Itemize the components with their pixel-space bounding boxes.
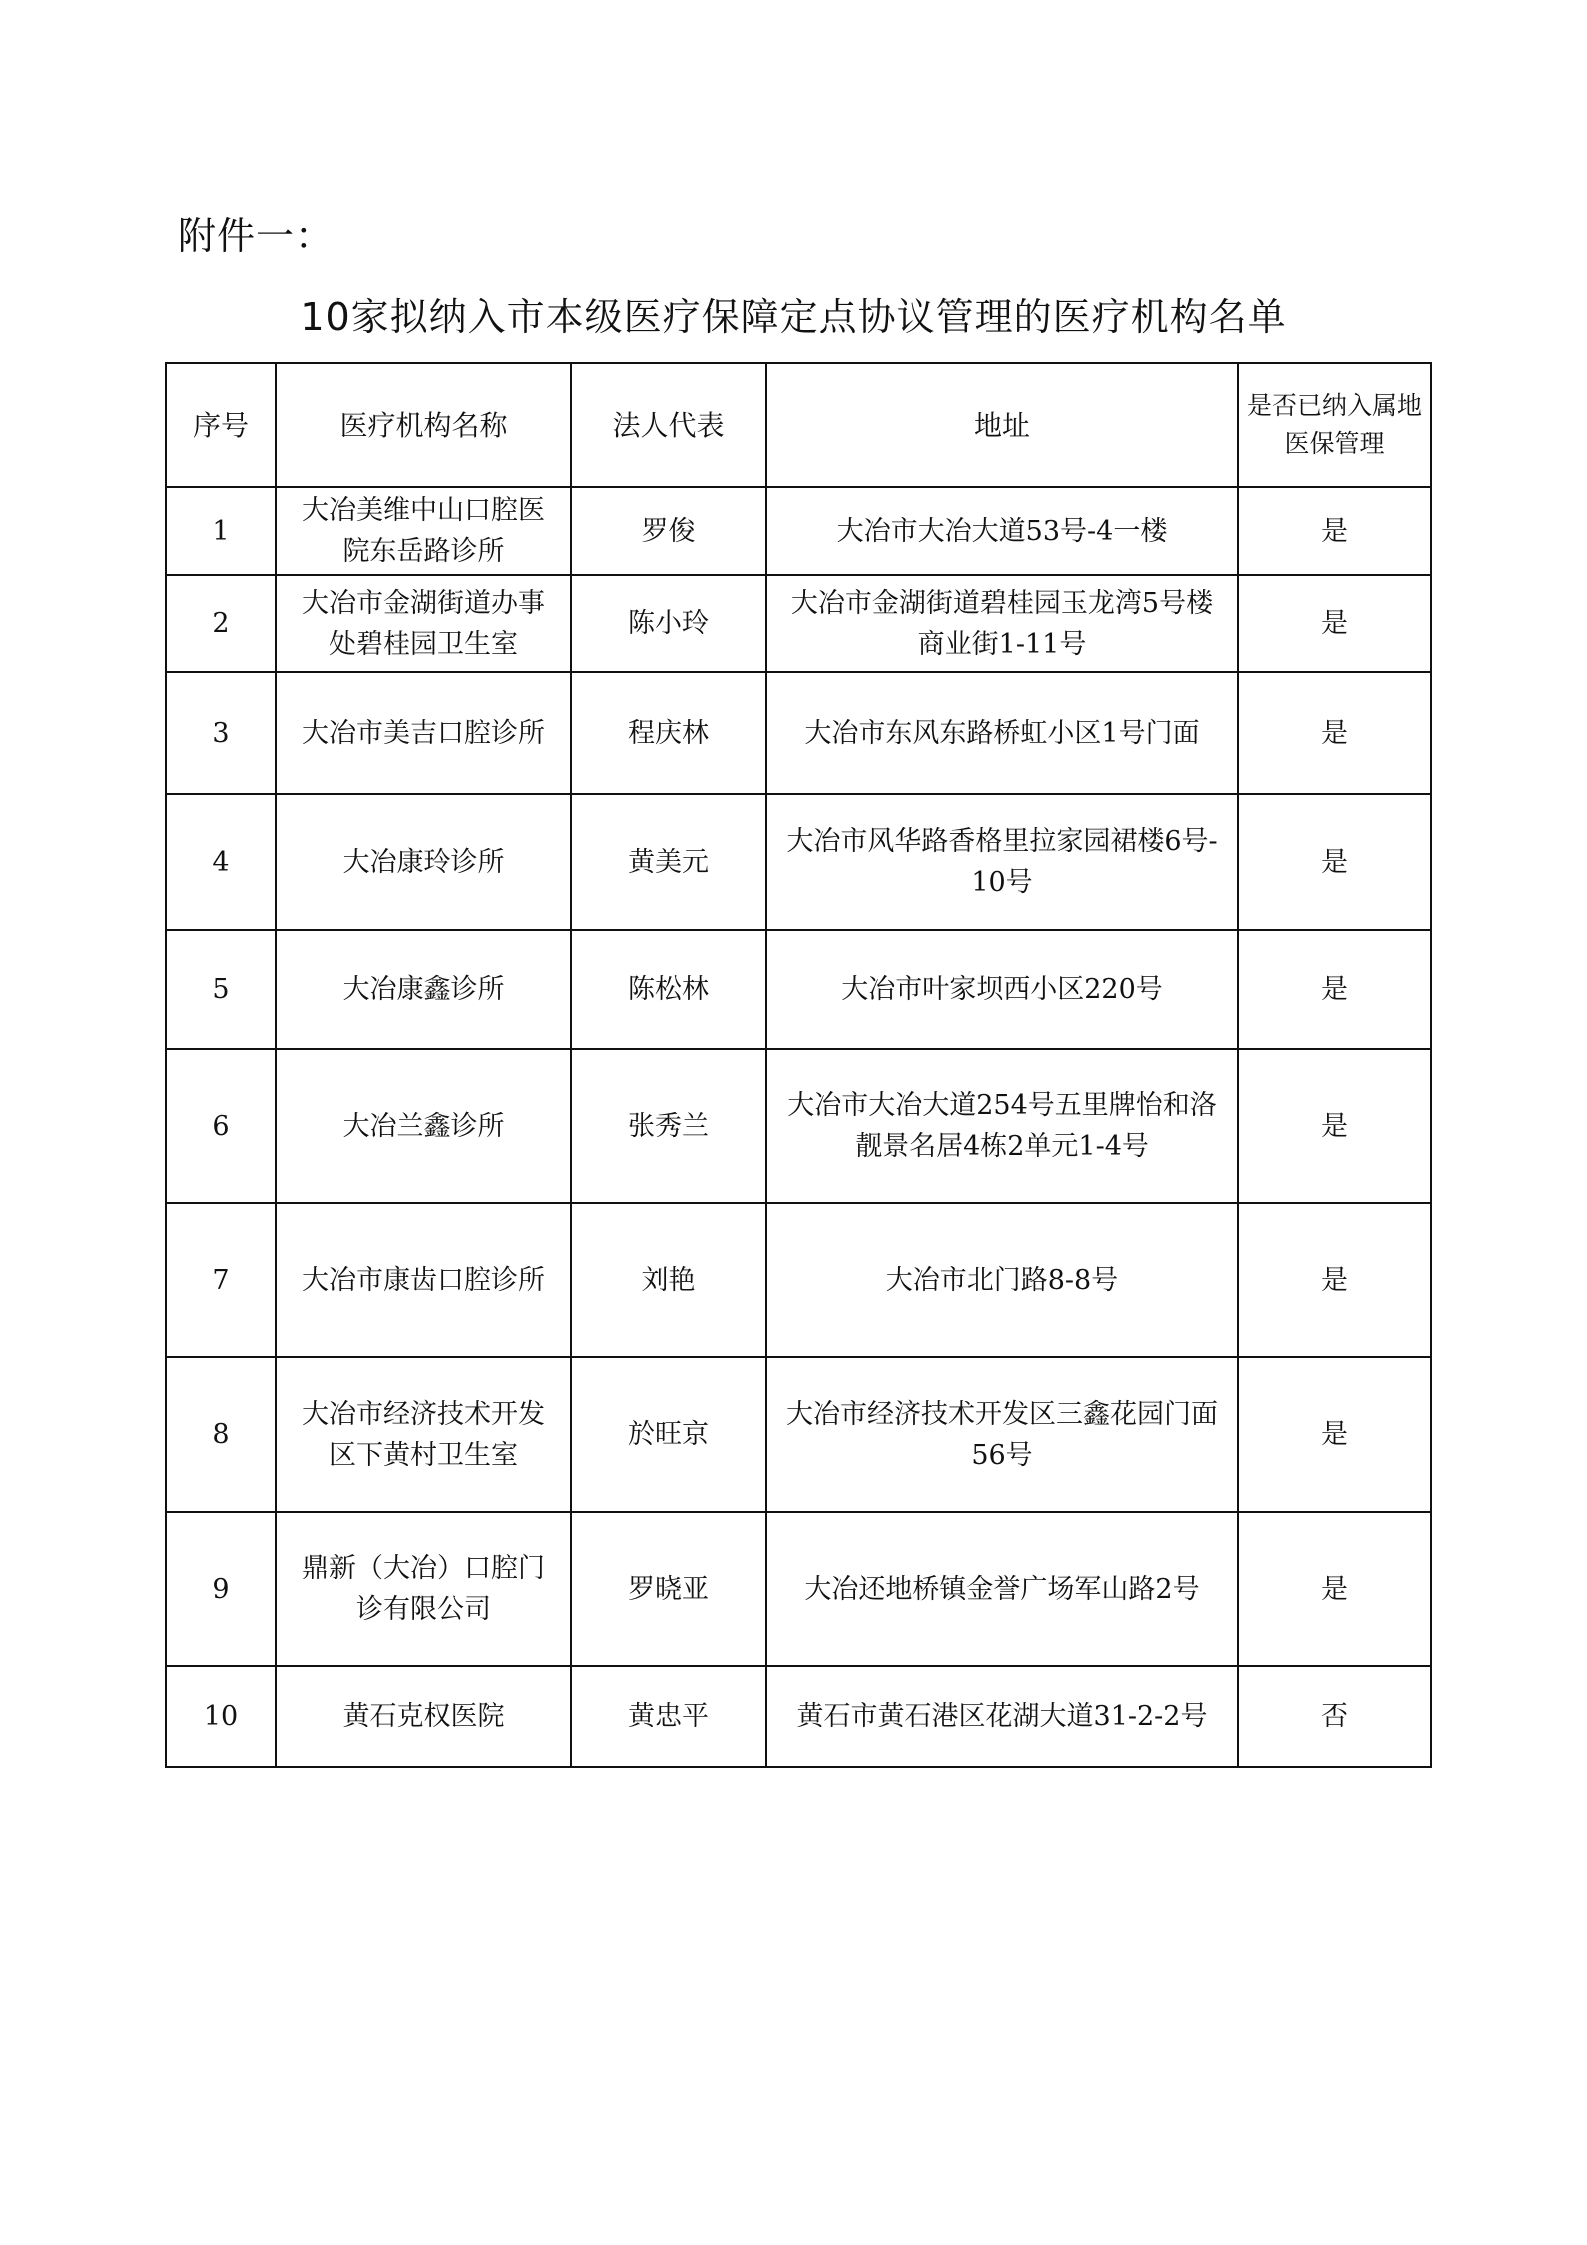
row-included: 是 (1238, 1357, 1431, 1512)
row-address: 大冶市东风东路桥虹小区1号门面 (766, 672, 1238, 794)
row-included: 是 (1238, 794, 1431, 930)
row-name: 黄石克权医院 (276, 1666, 571, 1767)
row-rep: 程庆林 (571, 672, 766, 794)
row-rep: 张秀兰 (571, 1049, 766, 1203)
row-name: 大冶市康齿口腔诊所 (276, 1203, 571, 1357)
row-address: 大冶市叶家坝西小区220号 (766, 930, 1238, 1049)
row-index: 7 (166, 1203, 276, 1357)
row-name: 大冶康鑫诊所 (276, 930, 571, 1049)
row-index: 8 (166, 1357, 276, 1512)
table-row (166, 487, 1431, 575)
row-address: 大冶市金湖街道碧桂园玉龙湾5号楼商业街1-11号 (766, 575, 1238, 672)
document-title: 10家拟纳入市本级医疗保障定点协议管理的医疗机构名单 (300, 295, 1287, 339)
table-row (166, 672, 1431, 794)
row-address: 大冶市风华路香格里拉家园裙楼6号-10号 (766, 794, 1238, 930)
header-name: 医疗机构名称 (276, 363, 571, 487)
row-name: 大冶美维中山口腔医院东岳路诊所 (276, 487, 571, 575)
table-row (166, 1512, 1431, 1666)
row-name: 大冶康玲诊所 (276, 794, 571, 930)
row-address: 黄石市黄石港区花湖大道31-2-2号 (766, 1666, 1238, 1767)
row-address: 大冶市大冶大道53号-4一楼 (766, 487, 1238, 575)
row-index: 3 (166, 672, 276, 794)
table-row (166, 930, 1431, 1049)
row-name: 大冶市金湖街道办事处碧桂园卫生室 (276, 575, 571, 672)
row-index: 10 (166, 1666, 276, 1767)
header-address: 地址 (766, 363, 1238, 487)
header-rep: 法人代表 (571, 363, 766, 487)
table-row (166, 1666, 1431, 1767)
table-row (166, 575, 1431, 672)
row-rep: 黄美元 (571, 794, 766, 930)
table-row (166, 794, 1431, 930)
row-index: 9 (166, 1512, 276, 1666)
institution-table (165, 362, 1432, 1768)
row-rep: 罗晓亚 (571, 1512, 766, 1666)
row-included: 是 (1238, 672, 1431, 794)
row-rep: 陈小玲 (571, 575, 766, 672)
row-index: 2 (166, 575, 276, 672)
row-index: 1 (166, 487, 276, 575)
row-name: 大冶兰鑫诊所 (276, 1049, 571, 1203)
row-included: 否 (1238, 1666, 1431, 1767)
row-index: 5 (166, 930, 276, 1049)
row-name: 大冶市经济技术开发区下黄村卫生室 (276, 1357, 571, 1512)
row-address: 大冶还地桥镇金誉广场军山路2号 (766, 1512, 1238, 1666)
row-name: 鼎新（大冶）口腔门诊有限公司 (276, 1512, 571, 1666)
row-rep: 陈松林 (571, 930, 766, 1049)
header-index: 序号 (166, 363, 276, 487)
table-row (166, 1049, 1431, 1203)
table-header-row (166, 363, 1431, 487)
row-address: 大冶市经济技术开发区三鑫花园门面56号 (766, 1357, 1238, 1512)
row-name: 大冶市美吉口腔诊所 (276, 672, 571, 794)
row-included: 是 (1238, 487, 1431, 575)
row-included: 是 (1238, 575, 1431, 672)
row-included: 是 (1238, 930, 1431, 1049)
row-included: 是 (1238, 1049, 1431, 1203)
row-address: 大冶市北门路8-8号 (766, 1203, 1238, 1357)
header-included: 是否已纳入属地医保管理 (1238, 363, 1431, 487)
table-row (166, 1203, 1431, 1357)
row-index: 4 (166, 794, 276, 930)
row-address: 大冶市大冶大道254号五里牌怡和洛靓景名居4栋2单元1-4号 (766, 1049, 1238, 1203)
row-rep: 黄忠平 (571, 1666, 766, 1767)
attachment-label: 附件一： (178, 214, 335, 258)
row-rep: 罗俊 (571, 487, 766, 575)
row-rep: 於旺京 (571, 1357, 766, 1512)
table-row (166, 1357, 1431, 1512)
row-index: 6 (166, 1049, 276, 1203)
row-included: 是 (1238, 1203, 1431, 1357)
row-included: 是 (1238, 1512, 1431, 1666)
row-rep: 刘艳 (571, 1203, 766, 1357)
